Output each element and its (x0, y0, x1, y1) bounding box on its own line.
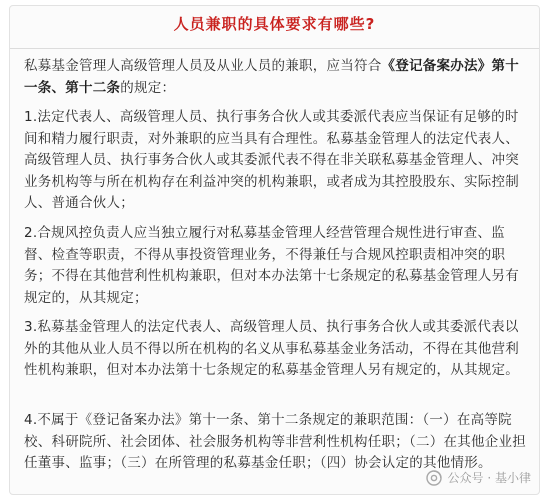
paragraph-1: 1.法定代表人、高级管理人员、执行事务合伙人或其委派代表应当保证有足够的时间和精力履行职责，对外兼职的应当具有合理性。私募基金管理人的法定代表人、高级管理人员、执行事务合伙人或其委派代表不得在非关联私募基金管理人、冲突业务机构等与所在机构存在利益冲突的机构兼职，或者成为其控股股东、实际控制人、普通合伙人； (24, 109, 519, 211)
paragraph-4: 4.不属于《登记备案办法》第十一条、第十二条规定的兼职范围：（一）在高等院校、科研院所、社会团体、社会服务机构等非营利性机构任职；（二）在其他企业担任董事、监事；（三）在所管理的私募基金任职；（四）协会认定的其他情形。 (24, 412, 526, 471)
wechat-official-account-icon (426, 470, 442, 486)
paragraph-3: 3.私募基金管理人的法定代表人、高级管理人员、执行事务合伙人或其委派代表以外的其他从业人员不得以所在机构的名义从事私募基金业务活动，不得在其他营利性机构兼职，但对本办法第十七条规定的私募基金管理人另有规定的，从其规定。 (24, 319, 519, 378)
watermark (426, 469, 531, 486)
paragraph-2: 2.合规风控负责人应当独立履行对私募基金管理人经营管理合规性进行审查、监督、检查等职责，不得从事投资管理业务，不得兼任与合规风控职责相冲突的职务；不得在其他营利性机构兼职，但对本办法第十七条规定的私募基金管理人另有规定的，从其规定； (24, 225, 519, 306)
intro-paragraph (24, 56, 532, 99)
intro-text-a: 私募基金管理人高级管理人员及从业人员的兼职，应当符合 (24, 58, 382, 74)
watermark-text: 公众号 · 基小律 (447, 471, 531, 485)
intro-text-c: 的规定： (120, 79, 176, 96)
article-title: 人员兼职的具体要求有哪些? (173, 15, 376, 33)
intro-text-bold: 《登记备案办法》第十一条、第十二条 (24, 58, 519, 96)
title-divider (10, 48, 539, 49)
